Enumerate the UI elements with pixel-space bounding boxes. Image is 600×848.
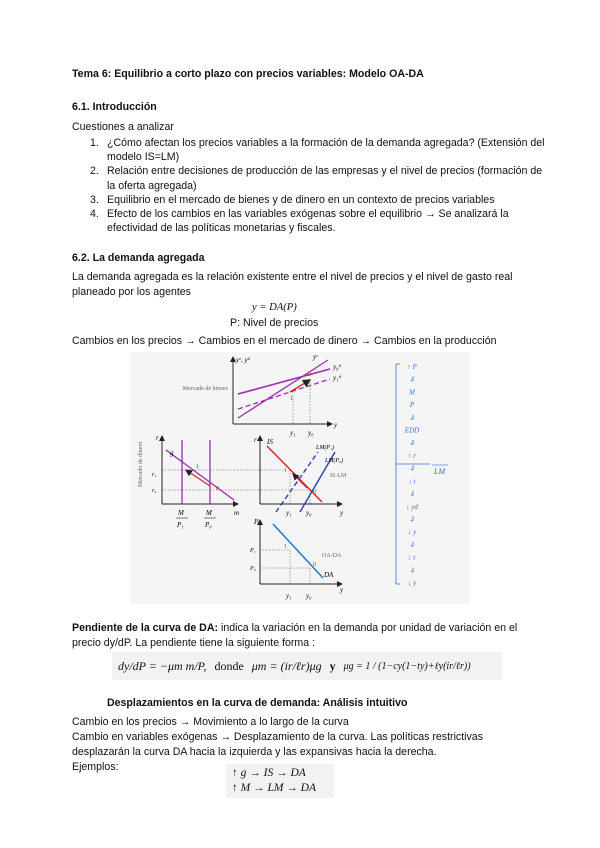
- chain-step: M: [409, 388, 415, 397]
- list-item: 3. Equilibrio en el mercado de bienes y de dinero en un contexto de precios variables: [90, 193, 495, 206]
- chain-step: ↓ y: [407, 579, 417, 587]
- chain-step: ↑ P: [407, 363, 417, 371]
- section-heading-intro: 6.1. Introducción: [72, 101, 157, 113]
- money-r1-label: r₁: [152, 472, 157, 478]
- oada-label: OA-DA: [322, 553, 342, 559]
- da-p0-label: P₀: [250, 566, 256, 572]
- chain-step: ⇓: [409, 375, 415, 384]
- shifts-line-2: Cambio en variables exógenas → Desplazamiento de la curva. Las políticas restrictivas: [72, 731, 483, 743]
- document-title: Tema 6: Equilibrio a corto plazo con precios variables: Modelo OA-DA: [72, 68, 424, 80]
- chain-step: ⇓: [409, 439, 415, 448]
- money-m0-num: M: [206, 509, 212, 517]
- da-curve-label: DA: [324, 571, 334, 579]
- formula-y: y: [329, 658, 336, 673]
- shifts-line-3: desplazarán la curva DA hacia la izquierda y las expansivas hacia la derecha.: [72, 746, 437, 758]
- list-item: 1. ¿Cómo afectan los precios variables a la formación de la demanda agregada? (Extensión del modelo IS=LM): [90, 137, 545, 164]
- da-axis-x-label: y: [340, 586, 344, 594]
- da-point-0: 0: [313, 562, 316, 568]
- chain-step: ↓ y: [407, 528, 417, 537]
- goods-x1-label: y₁: [290, 429, 296, 437]
- money-market-label: Mercado de dinero: [138, 441, 144, 487]
- money-m1-den: P₁: [177, 521, 184, 529]
- islm-label: IS-LM: [330, 473, 347, 479]
- islm-axis-x-label: y: [340, 509, 344, 517]
- chain-step: ↓ yd: [406, 502, 418, 511]
- da-x0-label: y₀: [306, 592, 312, 600]
- chain-step: ↓ c: [407, 553, 417, 562]
- goods-point-0: 0: [308, 372, 311, 378]
- examples-label: Ejemplos:: [72, 761, 119, 773]
- curve-45-label: yᵉ: [313, 353, 318, 361]
- formula-lhs: dy/dP = −μm m/P,: [118, 658, 207, 673]
- curve-d0-label: y₀ᵈ: [333, 363, 341, 371]
- da-x1-label: y₁: [286, 592, 292, 600]
- chain-step: ⇓: [409, 515, 415, 524]
- example-1: ↑ g → IS → DA: [232, 767, 306, 779]
- lm1-label: LM(P₁): [316, 445, 335, 451]
- chain-result-lm: LM: [434, 467, 446, 476]
- money-r0-label: r₀: [152, 488, 157, 494]
- formula-mu-m: μm = (ir/ℓr)μg: [251, 658, 322, 673]
- formula-donde: donde: [214, 658, 244, 673]
- examples-box: [226, 764, 334, 798]
- goods-axis-x-label: y: [334, 421, 338, 429]
- questions-intro: Cuestiones a analizar: [72, 121, 174, 133]
- goods-market-label: Mercado de bienes: [182, 386, 228, 392]
- definition-line-1: La demanda agregada es la relación existente entre el nivel de precios y el nivel de gasto real: [72, 271, 513, 283]
- chain-step: ⇓: [409, 464, 415, 473]
- islm-x1-label: y₁: [286, 509, 292, 517]
- ad-derivation-figure: [130, 352, 470, 604]
- money-m0-den: P₀: [205, 521, 212, 529]
- example-2: ↑ M → LM → DA: [232, 782, 317, 794]
- money-point-0: 0: [216, 486, 219, 492]
- shifts-line-1: Cambio en los precios → Movimiento a lo largo de la curva: [72, 716, 349, 728]
- islm-x0-label: y₀: [306, 509, 312, 517]
- islm-point-1: 1: [284, 468, 287, 474]
- formula-mu-g: μg = 1 / (1−cy(1−ty)+ℓy(ir/ℓr)): [343, 660, 471, 672]
- slope-line-2: precio dy/dP. La pendiente tiene la siguiente forma :: [72, 637, 316, 649]
- shifts-heading: Desplazamientos en la curva de demanda: Análisis intuitivo: [107, 697, 408, 709]
- chain-step: P: [409, 401, 415, 410]
- list-item: 4. Efecto de los cambios en las variables exógenas sobre el equilibrio → Se analizará la efectividad de las políticas monetarias y fiscales.: [90, 208, 509, 235]
- curve-d1-label: y₁ᵈ: [333, 374, 341, 382]
- goods-point-1: 1: [290, 396, 293, 402]
- goods-x0-label: y₀: [308, 429, 314, 437]
- slope-formula: [112, 652, 502, 680]
- price-level-label: P: Nivel de precios: [230, 317, 319, 329]
- lm0-label: LM(P₀): [325, 458, 344, 464]
- is-label: IS: [267, 438, 273, 446]
- chain-step: ↑ r: [408, 451, 416, 460]
- da-point-1: 1: [284, 544, 287, 550]
- chain-step: ⇓: [409, 540, 415, 549]
- questions-list: [90, 136, 550, 235]
- money-point-1: 1: [196, 464, 199, 470]
- chain-step: ⇓: [409, 490, 415, 499]
- transmission-chain: Cambios en los precios → Cambios en el mercado de dinero → Cambios en la producción: [72, 335, 497, 347]
- list-item: 2. Relación entre decisiones de producción de las empresas y el nivel de precios (formación de la oferta agregada): [90, 165, 543, 192]
- slope-line-1: Pendiente de la curva de DA: indica la variación en la demanda por unidad de variación en el: [72, 622, 518, 634]
- definition-line-2: planeado por los agentes: [72, 286, 191, 298]
- goods-axis-y-label: yᵉ, yᵈ: [236, 356, 250, 364]
- money-m1-num: M: [178, 509, 184, 517]
- da-p1-label: P₁: [250, 548, 256, 554]
- islm-point-0: 0: [313, 490, 316, 496]
- money-demand-label: g: [170, 449, 174, 457]
- money-axis-x-label: m: [234, 509, 240, 517]
- demand-equation: y = DA(P): [252, 302, 297, 313]
- islm-axis-y-label: r: [254, 436, 257, 444]
- chain-step: ↓ i: [408, 477, 416, 486]
- chain-step: EDD: [404, 426, 420, 435]
- money-axis-y-label: r: [156, 434, 159, 442]
- section-heading-demand: 6.2. La demanda agregada: [72, 252, 205, 264]
- da-axis-y-label: P: [254, 518, 259, 526]
- chain-step: ⇓: [409, 413, 415, 422]
- chain-step: ⇓: [409, 566, 415, 575]
